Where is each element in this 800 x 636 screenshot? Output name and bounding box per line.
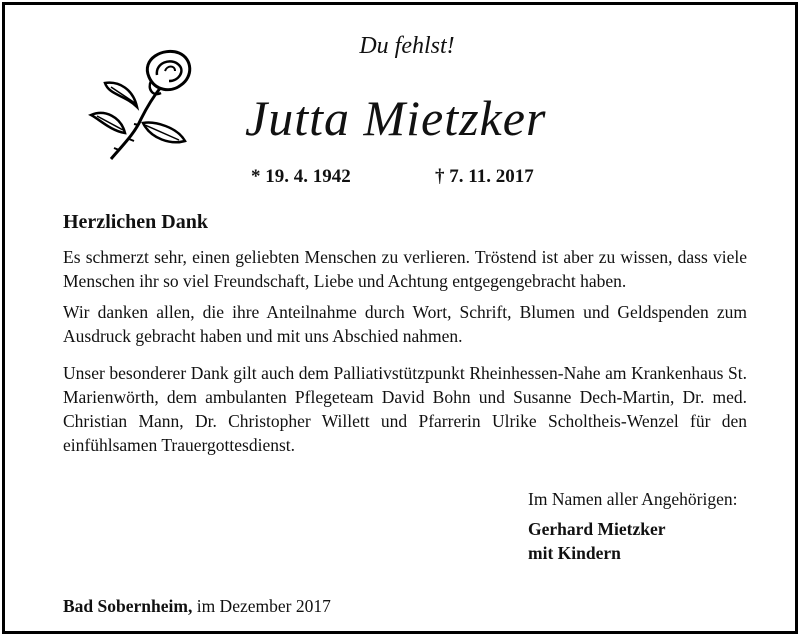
signature-family: mit Kindern bbox=[528, 543, 621, 563]
deceased-name: Jutta Mietzker bbox=[245, 90, 547, 146]
obituary-notice bbox=[2, 2, 798, 634]
birth-date: * 19. 4. 1942 bbox=[251, 166, 351, 187]
date-text: im Dezember 2017 bbox=[196, 596, 331, 616]
signature-intro: Im Namen aller Angehörigen: bbox=[528, 489, 738, 509]
motto: Du fehlst! bbox=[359, 33, 455, 59]
rose-icon bbox=[81, 47, 199, 169]
place-name: Bad Sobernheim, bbox=[63, 596, 193, 616]
section-heading: Herzlichen Dank bbox=[63, 211, 208, 233]
paragraph-3: Unser besonderer Dank gilt auch dem Palliativstützpunkt Rheinhessen-Nahe am Krankenhaus St. Marienwörth, dem ambulanten Pflegeteam David Bohn und Susanne Dech-Martin, Dr. med. Christian Mann, Dr. Christopher Willett und Pfarrerin Ulrike Scholtheis-Wenzel für den einfühlsamen Trauergottesdienst. bbox=[63, 363, 747, 455]
paragraph-2: Wir danken allen, die ihre Anteilnahme durch Wort, Schrift, Blumen und Geldspenden zum Ausdruck gebracht haben und mit uns Abschied nahmen. bbox=[63, 302, 747, 346]
paragraph-1: Es schmerzt sehr, einen geliebten Menschen zu verlieren. Tröstend ist aber zu wissen, dass viele Menschen ihr so viel Freundschaft, Liebe und Achtung entgegengebracht haben. bbox=[63, 247, 747, 291]
signature-name: Gerhard Mietzker bbox=[528, 519, 666, 539]
death-date: † 7. 11. 2017 bbox=[435, 166, 534, 187]
place-date-line bbox=[63, 596, 331, 617]
